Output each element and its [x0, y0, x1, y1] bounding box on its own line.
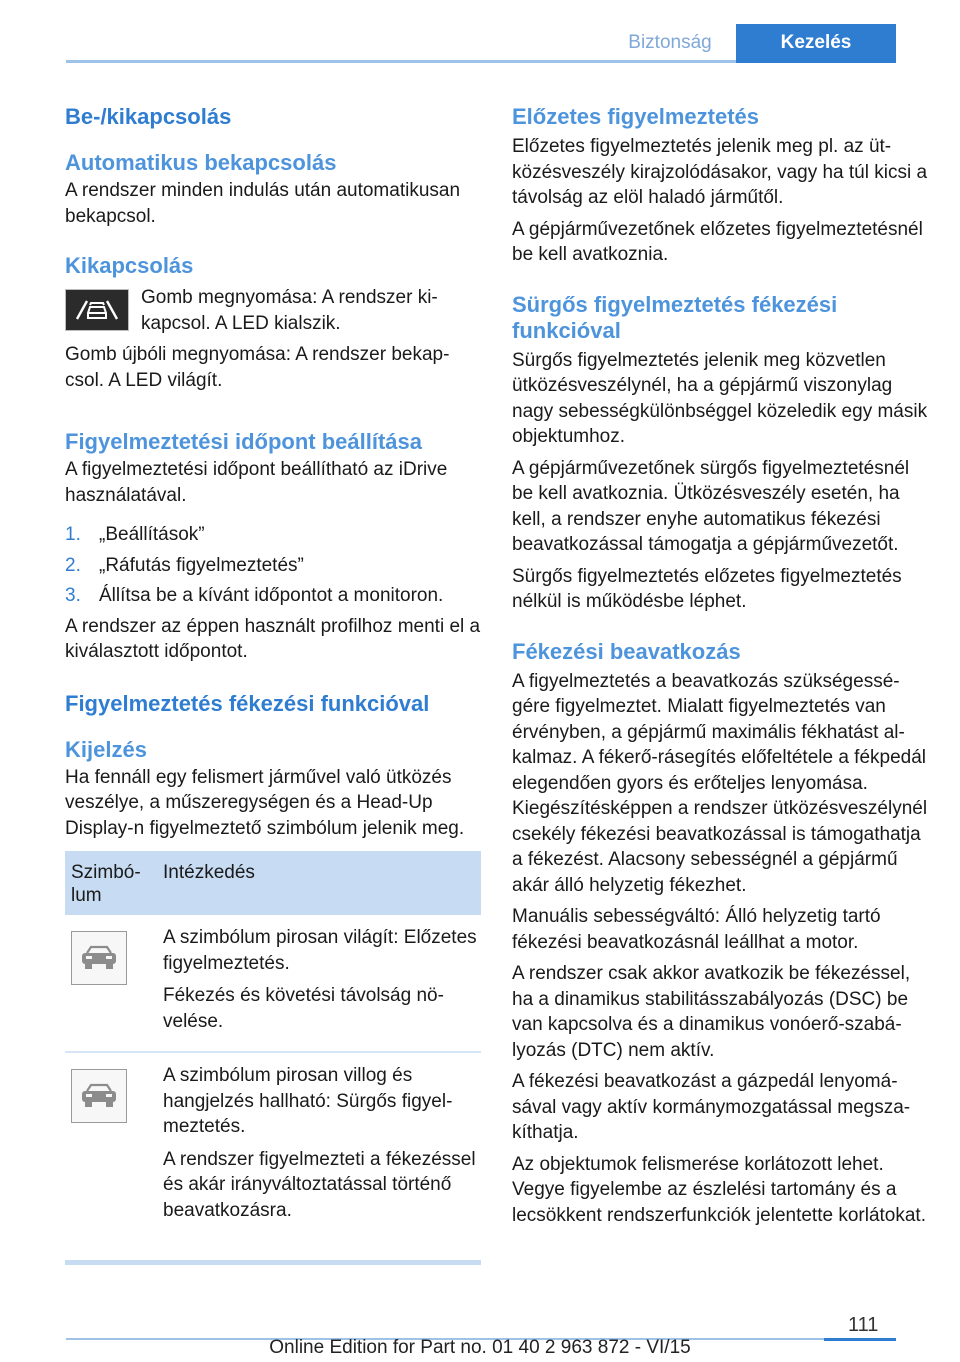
header-divider-active	[736, 60, 896, 63]
text-brake-1: A figyelmeztetés a beavatkozás szükségességére figyelmeztet. Mialatt figyelmeztetés van érvényben, a gépjármű maximális fékhatást alkalmaz. A fékerő-rásegítés előfeltétele a fékpedál elegendően gyors és erőteljes lenyomása. Kiegészítésképpen a rendszer ütközésveszélynél csekély fékezési beavatkozással is támogathatja a fékezést. Alacsony sebességnél a gépjármű akár álló helyzetig fékezhet.	[512, 670, 928, 896]
text-brake-2: Manuális sebességváltó: Álló helyzetig tartó fékezési beavatkozásnál leállhat a motor.	[512, 906, 881, 953]
row1-text-2: Fékezés és követési távolság növelése.	[163, 985, 444, 1032]
text-display: Ha fennáll egy felismert járművel való ütközés veszélye, a műszeregységen és a Head-Up Display-n figyelmeztető szimbólum jelenik meg.	[65, 766, 465, 839]
steps-list	[65, 522, 481, 609]
text-brake-3: A rendszer csak akkor avatkozik be fékezéssel, ha a dinamikus stabilitásszabályozás (DSC) be van kapcsolva és a dinamikus vonóerő-szabályozás (DTC) nem aktív.	[512, 963, 911, 1061]
text-brake-4: A fékezési beavatkozást a gázpedál lenyomásával vagy aktív kormánymozgatással megszakíthatja.	[512, 1071, 911, 1143]
text-urgent-1: Sürgős figyelmeztetés jelenik meg közvetlen ütközésveszélynél, ha a gépjármű viszonylag nagy sebességkülönbséggel közeledik egy másik objektumhoz.	[512, 349, 928, 447]
heading-display: Kijelzés	[65, 736, 147, 762]
row2-text-1: A szimbólum pirosan villog és hangjelzés hallható: Sürgős figyelmeztetés.	[163, 1065, 453, 1137]
heading-off: Kikapcsolás	[65, 253, 194, 278]
collision-warning-button-icon	[65, 289, 129, 331]
row1-text-1: A szimbólum pirosan világít: Előzetes figyelmeztetés.	[163, 927, 477, 974]
text-warning-time: A figyelmeztetési időpont beállítható az iDrive használatával.	[65, 459, 448, 506]
table-header-symbol: Szimbólum	[71, 862, 141, 906]
text-brake-5: Az objektumok felismerése korlátozott lehet. Vegye figyelembe az észlelési tartomány és a lecsökkent rendszerfunkciók jelentette korlátokat.	[512, 1153, 926, 1226]
heading-onoff: Be-/kikapcsolás	[65, 104, 232, 129]
text-on-again: Gomb újbóli megnyomása: A rendszer bekapcsol. A LED világít.	[65, 344, 450, 391]
text-profile: A rendszer az éppen használt profilhoz menti el a kiválasztott időpontot.	[65, 615, 481, 662]
list-item: 1. „Beállítások”	[65, 524, 205, 545]
tab-kezeles[interactable]: Kezelés	[736, 24, 896, 62]
table-bottom-rule	[65, 1260, 481, 1265]
right-column	[512, 100, 928, 1228]
heading-brake-intervention: Fékezési beavatkozás	[512, 638, 741, 664]
text-auto-on: A rendszer minden indulás után automatikusan bekapcsol.	[65, 180, 461, 227]
table-header	[65, 851, 481, 915]
heading-auto-on: Automatikus bekapcsolás	[65, 150, 337, 175]
list-item: 3. Állítsa be a kívánt időpontot a monitoron.	[65, 585, 444, 606]
text-pre-1: Előzetes figyelmeztetés jelenik meg pl. az ütközésveszély kirajzolódásakor, vagy ha túl kicsi a távolság az elöl haladó járműtől.	[512, 136, 928, 208]
tab-biztonsag[interactable]: Biztonság	[628, 32, 712, 53]
heading-urgent-warning: Sürgős figyelmeztetés fékezési funkcióval	[512, 291, 838, 343]
heading-pre-warning: Előzetes figyelmeztetés	[512, 104, 759, 129]
text-off-press: Gomb megnyomása: A rendszer kikapcsol. A LED kialszik.	[141, 287, 438, 334]
heading-warning-time: Figyelmeztetési időpont beállítása	[65, 429, 422, 454]
edition-text: Online Edition for Part no. 01 40 2 963 872 - VI/15	[269, 1337, 691, 1358]
table-row	[65, 1053, 481, 1240]
page-number: 111	[848, 1314, 879, 1336]
left-column	[65, 100, 481, 1265]
symbol-table	[65, 851, 481, 1265]
row2-text-2: A rendszer figyelmezteti a fékezéssel és akár irányváltoztatással történő beavatkozásra.	[163, 1148, 476, 1221]
text-urgent-3: Sürgős figyelmeztetés előzetes figyelmeztetés nélkül is működésbe léphet.	[512, 565, 902, 612]
button-icon-row	[65, 285, 481, 336]
car-warning-icon	[71, 931, 127, 985]
table-header-action: Intézkedés	[163, 862, 255, 883]
list-item: 2. „Ráfutás figyelmeztetés”	[65, 554, 304, 576]
table-row	[65, 915, 481, 1053]
text-urgent-2: A gépjárművezetőnek sürgős figyelmeztetésnél be kell avatkoznia. Ütközésveszély esetén, ha kell, a rendszer enyhe automatikus fékezési beavatkozással támogatja a gépjárművezetőt.	[512, 457, 910, 555]
text-pre-2: A gépjárművezetőnek előzetes figyelmeztetésnél be kell avatkoznia.	[512, 218, 923, 265]
car-warning-icon	[71, 1069, 127, 1123]
page-header	[0, 0, 960, 62]
heading-brake-warning: Figyelmeztetés fékezési funkcióval	[65, 690, 430, 716]
